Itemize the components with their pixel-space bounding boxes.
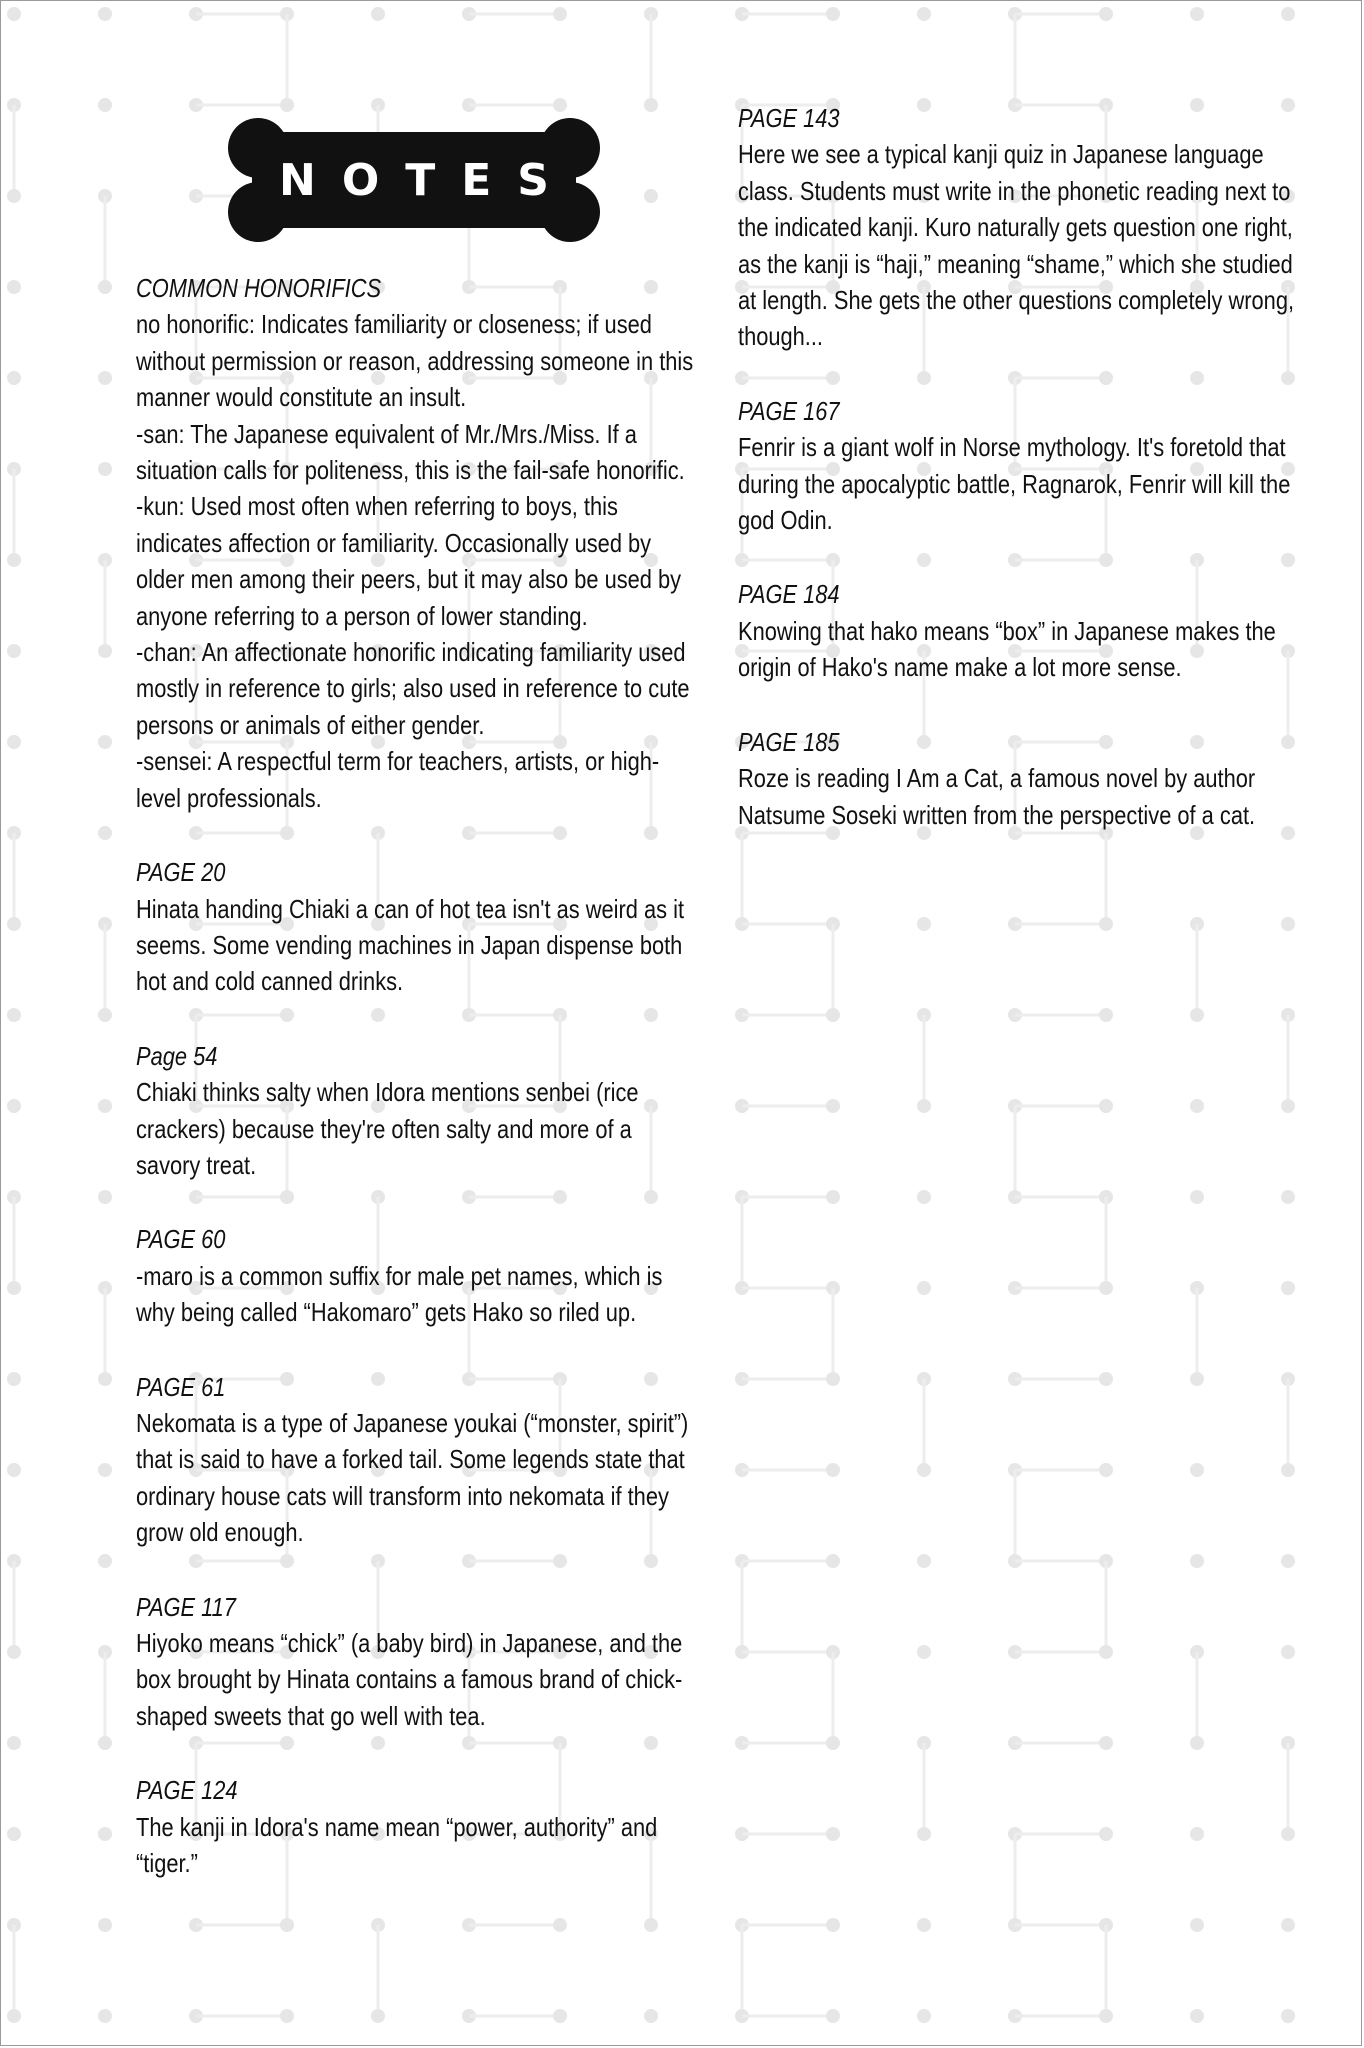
honorifics-section — [136, 270, 696, 816]
note-spacer — [136, 1183, 696, 1221]
right-column — [738, 100, 1308, 833]
note-body: Knowing that hako means “box” in Japanese makes the origin of Hako's name make a lot more sense. — [738, 615, 1276, 683]
note-spacer — [136, 1551, 696, 1589]
note-body: Nekomata is a type of Japanese youkai (“monster, spirit”) that is said to have a forked tail. Some legends state that ordinary house cats will transform into nekomata if they grow old enough. — [136, 1407, 689, 1548]
honorific-entry: no honorific: Indicates familiarity or closeness; if used without permission or reason, addressing someone in this manner would constitute an insult. — [136, 309, 694, 413]
note-body: Fenrir is a giant wolf in Norse mythology. It's foretold that during the apocalyptic battle, Ragnarok, Fenrir will kill the god Odin. — [738, 432, 1291, 536]
note-body: Hinata handing Chiaki a can of hot tea isn't as weird as it seems. Some vending machines in Japan dispense both hot and cold canned drinks. — [136, 893, 685, 997]
note-body: Chiaki thinks salty when Idora mentions senbei (rice crackers) because they're often salty and more of a savory treat. — [136, 1077, 639, 1180]
honorific-entry: -chan: An affectionate honorific indicating familiarity used mostly in reference to girls; also used in reference to cute persons or animals of either gender. — [136, 637, 690, 740]
note-heading: PAGE 61 — [136, 1371, 226, 1402]
note-block — [738, 393, 1308, 539]
note-heading: PAGE 167 — [738, 395, 840, 426]
note-body: Here we see a typical kanji quiz in Japanese language class. Students must write in the phonetic reading next to the indicated kanji. Kuro naturally gets question one right, as the kanji is “haji,” meaning “shame,” which she studied at length. She gets the other questions completely wrong, though... — [738, 139, 1295, 352]
note-body: Hiyoko means “chick” (a baby bird) in Japanese, and the box brought by Hinata contains a famous brand of chick-shaped sweets that go well with tea. — [136, 1628, 683, 1731]
note-heading: PAGE 143 — [738, 103, 840, 133]
note-body: -maro is a common suffix for male pet names, which is why being called “Hakomaro” gets Hako so riled up. — [136, 1260, 663, 1328]
left-column — [136, 270, 696, 1881]
note-block — [136, 1772, 696, 1881]
note-block — [136, 854, 696, 1000]
note-body: Roze is reading I Am a Cat, a famous novel by author Natsume Soseki written from the perspective of a cat. — [738, 763, 1256, 830]
note-heading: PAGE 184 — [738, 579, 840, 610]
note-spacer — [136, 816, 696, 854]
note-heading: Page 54 — [136, 1040, 218, 1071]
honorific-entry: -san: The Japanese equivalent of Mr./Mrs./Miss. If a situation calls for politeness, this is the fail-safe honorific. — [136, 418, 685, 486]
note-spacer — [738, 686, 1308, 724]
note-body: The kanji in Idora's name mean “power, authority” and “tiger.” — [136, 1811, 658, 1879]
note-heading: PAGE 117 — [136, 1591, 236, 1622]
note-heading: PAGE 124 — [136, 1775, 238, 1806]
note-heading: PAGE 60 — [136, 1224, 226, 1255]
page-title: NOTES — [279, 154, 575, 206]
note-spacer — [738, 538, 1308, 576]
note-heading: PAGE 185 — [738, 726, 840, 757]
note-spacer — [136, 1331, 696, 1369]
note-spacer — [136, 1734, 696, 1772]
note-block — [136, 1038, 696, 1184]
note-block — [738, 724, 1308, 833]
note-block — [136, 1369, 696, 1551]
note-spacer — [738, 355, 1308, 393]
note-block — [136, 1589, 696, 1735]
honorific-entry: -kun: Used most often when referring to boys, this indicates affection or familiarity. Occasionally used by older men among their peers, but it may also be used by anyone referring to a person of lower standing. — [136, 491, 682, 631]
note-block — [136, 1221, 696, 1330]
honorific-entry: -sensei: A respectful term for teachers, artists, or high-level professionals. — [136, 746, 660, 813]
note-block — [738, 100, 1308, 355]
note-spacer — [136, 1000, 696, 1038]
honorifics-list — [136, 306, 696, 816]
note-block — [738, 576, 1308, 685]
note-heading: PAGE 20 — [136, 857, 226, 888]
honorifics-heading: COMMON HONORIFICS — [136, 273, 382, 303]
